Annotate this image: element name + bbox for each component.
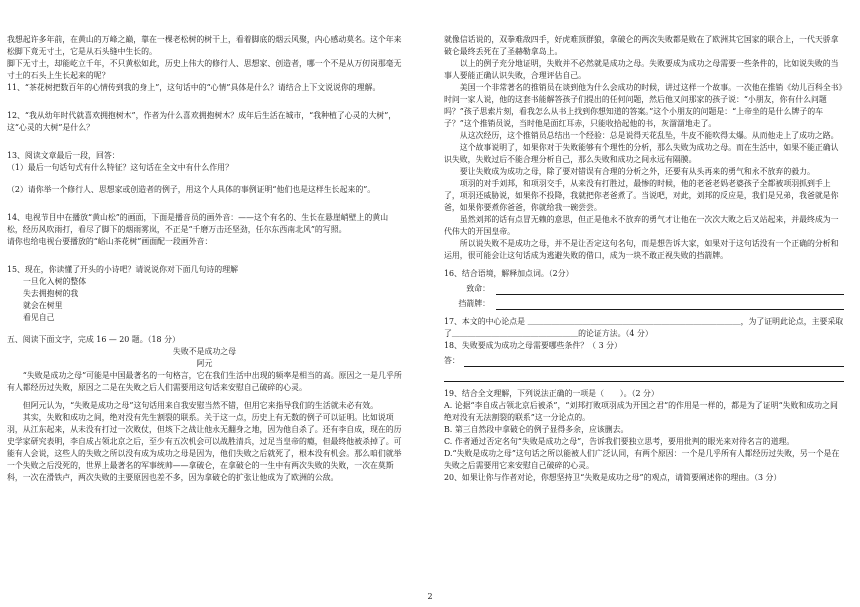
page-number: 2 <box>427 592 433 601</box>
answer-row-dangjianpai <box>444 298 844 310</box>
option-a: A. 论据“李自成占领北京后被杀”，“刘邦打败项羽成为开国之君”的作用是一样的，都是为了证明“失败和成功之间绝对没有无法割裂的联系”这一分论点的。 <box>444 401 838 422</box>
answer-blank[interactable] <box>444 370 844 382</box>
answer-blank[interactable] <box>464 356 844 367</box>
question-13-title: 13、阅读文章最后一段，回答： <box>7 151 120 160</box>
section-5-title: 五、阅读下面文字，完成 16 — 20 题。（18 分） <box>7 335 180 344</box>
question-13-1: （1）最后一句话句式有什么特征？这句话在全文中有什么作用？ <box>7 163 233 172</box>
question-11: 11、“茶花树把数百年的心情传到我的身上”，这句话中的“心情”具体是什么？请结合上下文说说你的理解。 <box>7 83 381 92</box>
intro-line-1: 我想起许多年前，在黄山的万峰之巅，靠在一棵老松树的树干上，看着脚底的烟云风聚，内心感动莫名。这个年来松脚下竟无寸土，它是从石头缝中生长的。 <box>7 35 402 56</box>
question-13-2: （2）请你举一个修行人、思想家或创造者的例子，用这个人具体的事例证明“他们也是这样生长起来的”。 <box>7 185 376 194</box>
poem <box>7 276 402 324</box>
question-20: 20、如果让你与作者对论，你想坚持卫“失败是成功之母”的观点，请简要阐述你的理由。（3 分） <box>444 473 782 482</box>
option-b: B. 第三自然段中拿破仑的例子显得多余，应该删去。 <box>444 425 629 434</box>
answer-blank[interactable] <box>496 299 844 310</box>
poem-line: 一旦化入树的整体 <box>23 277 87 286</box>
answer-blank[interactable] <box>496 284 844 295</box>
article-paragraph: 要让失败成为成功之母，除了要对错误有合理的分析之外，还要有从头再来的勇气和永不放弃的毅力。 <box>459 167 815 176</box>
question-12: 12、“我从幼年时代就喜欢拥抱树木”，作者为什么喜欢拥抱树木？成年后生活在城市，“我种植了心灵的大树”，这“心灵的大树”是什么？ <box>7 111 397 132</box>
article-paragraph: 其实，失败和成功之间，绝对没有先生割裂的联系。关于这一点，历史上有无数的例子可以证明。比如说项羽，从江东起来，从未没有打过一次败仗，但垓下之战让他永无翻身之地，因为他自杀了。还有李自成，现在的历史学家研究表明，李自成占领北京之后，至少有五次机会可以战胜清兵，过足当皇帝的瘾，但最终他被杀掉了。可能有人会说，这些人的失败之所以没有成为成功之母是因为，他们失败之后就死了，根本没有机会。那么咱们就举一个失败之后没死的，世界上最著名的军事统帅——拿破仑，在拿破仑的一生中有两次失败的失败，一次在莫斯科，一次在滑铁卢，两次失败的主要原因也差不多，因为拿破仑的扩张让他成为了欧洲的公敌。 <box>7 413 402 482</box>
answer-row-zhiming <box>444 283 844 295</box>
article-paragraph: 所以说失败不是成功之母，并不是让否定这句名句，而是想告诉大家，如果对于这句话没有一个正确的分析和运用，很可能会让这句话成为逃避失败的借口，成为一块不敢正视失败的挡箭牌。 <box>444 239 839 260</box>
question-18: 18、失败要成为成功之母需要哪些条件？（ 3 分） <box>444 341 622 350</box>
article-paragraph: 从这次经历，这个推销员总结出一个经验：总是说得天花乱坠，牛皮不能吹得太爆。从而他走上了成功之路。 <box>459 131 839 140</box>
answer-label: 答： <box>444 356 460 365</box>
answer-row-18 <box>444 355 844 367</box>
article-paragraph: 虽然刘邦的话有点冒无赖的意思，但正是他永不放弃的勇气才让他在一次次大败之后又站起来，并最终成为一代伟大的开国皇帝。 <box>444 215 839 236</box>
question-14-task: 请你也给电视台要播放的“峪山茶花树”画面配一段画外音： <box>7 237 213 246</box>
poem-line: 看见自己 <box>23 313 55 322</box>
article-paragraph: 美国一个非常著名的推销员在谈到他为什么会成功的时候，讲过这样一个故事。一次他在推销《幼儿百科全书》时问一家人说，他的这套书能解答孩子们提出的任何问题，然后他又问那家的孩子说：“小朋友，你有什么问题吗？”孩子思索片刻，看我怎么从书上找到你想知道的答案。”这个小朋友的问题是：“上帝坐的是什么牌子的车子？”这个推销员说，当时他是面红耳赤，只能收拾起他的书，灰溜溜地走了。 <box>444 83 843 128</box>
question-17: 17、本文的中心论点是 ＿＿＿＿＿＿＿＿＿＿＿＿＿＿＿＿＿＿＿＿＿＿＿＿＿＿＿，为了证明此论点，主要采取了＿＿＿＿＿＿＿＿＿＿＿＿＿＿＿＿的论证方法。（4 分） <box>444 317 844 338</box>
poem-line: 失去拥抱树的我 <box>23 289 79 298</box>
article-paragraph: 以上的例子充分地证明，失败并不必然就是成功之母。失败要成为成功之母需要一些条件的，比如说失败的当事人要能正确认识失败，合理评估自己。 <box>444 59 839 80</box>
option-c: C. 作者通过否定名句“失败是成功之母”，告诉我们要独立思考，要用批判的眼光来对待名言的道理。 <box>444 437 795 446</box>
question-19: 19、结合全文理解，下列说法正确的一项是（ ）。（2 分） <box>444 389 659 398</box>
article-paragraph: 就像信话说的，双拳难敌四手，好虎难顶群狼，拿破仑的两次失败都是败在了欧洲其它国家的联合上，一代天骄拿破仑最终丢死在了圣赫勒拿岛上。 <box>444 35 839 56</box>
answer-label: 挡箭牌： <box>458 299 490 308</box>
article-author: 阿元 <box>196 359 213 368</box>
article-title: 失败不是成功之母 <box>172 347 237 356</box>
article-paragraph: 这个故事说明了，如果你对于失败能够有个理性的分析，那么失败为成功之母。而在生活中，如果不能正确认识失败，失败过后不能合理分析自己，那么失败和成功之间永远有隔膜。 <box>444 143 839 164</box>
option-d: D.“失败是成功之母”这句话之所以能被人们广泛认同，有两个原因：一个是几乎所有人都经历过失败，另一个是在失败之后需要用它来安慰自己破碎的心灵。 <box>444 449 840 470</box>
answer-label: 致命： <box>466 284 490 293</box>
intro-line-2: 脚下无寸土，却能屹立千年，不只黄松如此，历史上伟大的修行人、思想家、创造者，哪一个不是从万仞岗那毫无寸土的石头上生长起来的呢？ <box>7 59 402 80</box>
right-column <box>444 34 844 484</box>
question-14: 14、电视节目中在播放“黄山松”的画面，下面是播音员的画外音：——这个有名的、生长在悬崖峭壁上的黄山松，经历风吹雨打，看尽了脚下的烟雨雾岚，不正是“千磨万击还坚劲，任尔东西南北风”的写照。 <box>7 213 389 234</box>
question-16: 16、结合语境，解释加点词。（2分） <box>444 269 574 278</box>
article-paragraph: “失败是成功之母”可能是中国最著名的一句格言，它在我们生活中出现的频率是相当的高。原因之一是几乎所有人都经历过失败，原因之二是在失败之后人们需要用这句话来安慰自己破碎的心灵。 <box>7 371 402 392</box>
question-15: 15、现在，你读懂了开头的小诗吧？请说说你对下面几句诗的理解 <box>7 265 238 274</box>
left-column <box>7 34 402 484</box>
article-paragraph: 项羽的对手刘邦，和项羽交手，从来没有打胜过，最惨的时候，他的老爸老妈老婆孩子全都被项羽抓到手上了，项羽还威胁说，如果你不投降，我就把你老爸煮了。当说吧，对此，刘邦的反应是，我们是兄弟，我爸就是你爸，如果你要煮你爸爸，你就给我一碗尝尝。 <box>444 179 839 212</box>
article-paragraph: 但阿元认为，“失败是成功之母”这句话用来自我安慰当然不错，但用它来指导我们的生活就未必有效。 <box>22 401 379 410</box>
poem-line: 就会在树里 <box>23 301 63 310</box>
